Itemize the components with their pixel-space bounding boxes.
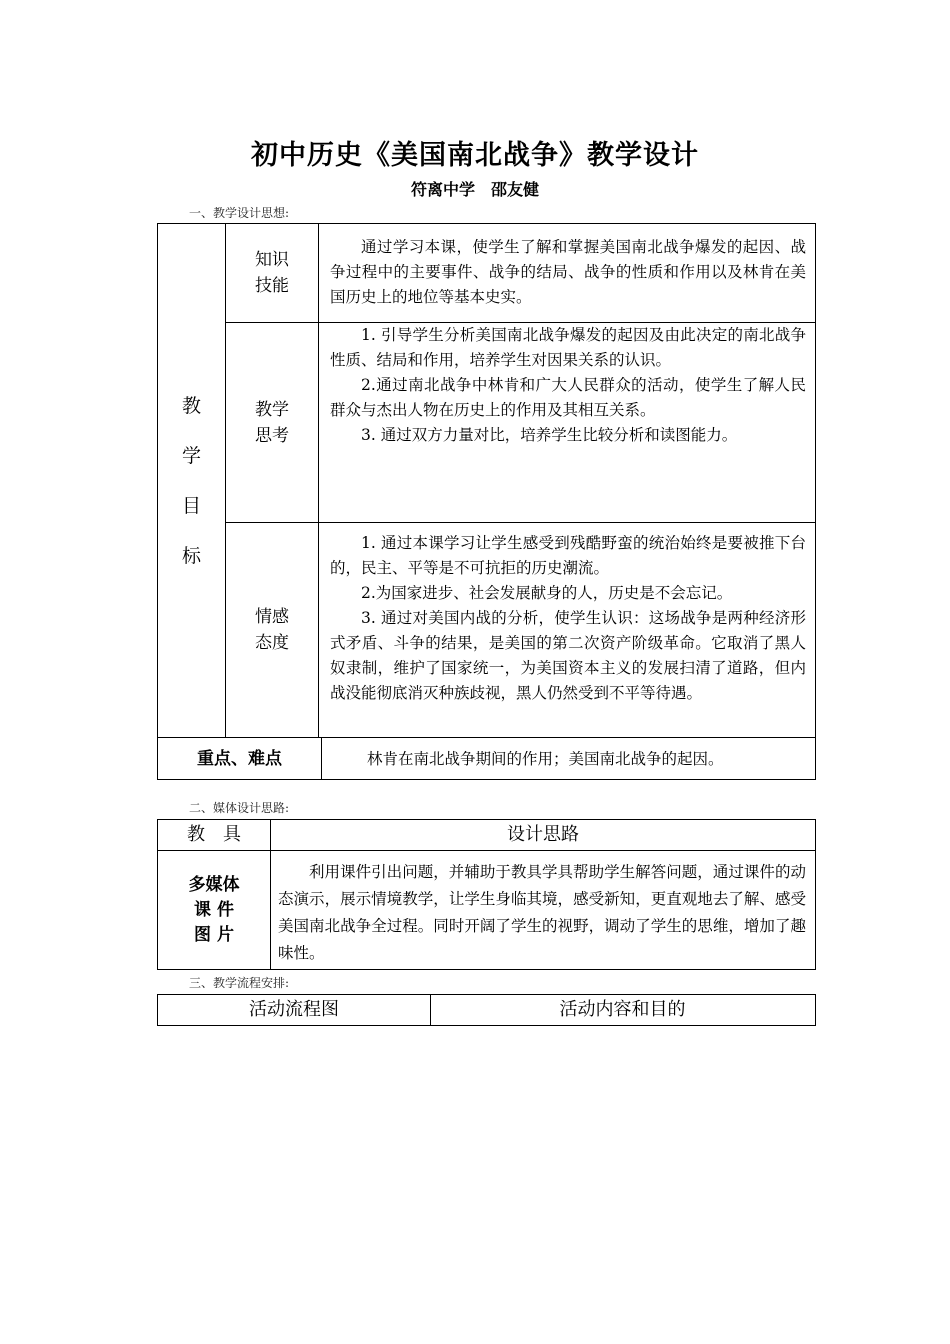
teaching-thinking-text: 1. 引导学生分析美国南北战争爆发的起因及由此决定的南北战争性质、结局和作用，培养学生对因果关系的认识。 2.通过南北战争中林肯和广大人民群众的活动，使学生了解人民群众与杰出人物在历史上的作用及其相互关系。 3. 通过双方力量对比，培养学生比较分析和读图能力。: [330, 326, 806, 444]
knowledge-skills-label: 知识 技能: [255, 250, 289, 296]
knowledge-skills-text: 通过学习本课，使学生了解和掌握美国南北战争爆发的起因、战争过程中的主要事件、战争的结局、战争的性质和作用以及林肯在美国历史上的地位等基本史实。: [330, 238, 806, 306]
key-points-label: 重点、难点: [197, 749, 282, 769]
key-points-text: 林肯在南北战争期间的作用；美国南北战争的起因。: [367, 750, 724, 768]
flow-table: [157, 994, 816, 1026]
author-line: 符离中学 邵友健: [410, 180, 539, 199]
goals-table: [157, 223, 816, 780]
activity-content-header: 活动内容和目的: [559, 998, 686, 1020]
teaching-thinking-label: 教学 思考: [255, 399, 289, 446]
flow-chart-header: 活动流程图: [249, 998, 339, 1020]
section2-heading: 二、媒体设计思路:: [189, 801, 290, 815]
emotion-attitude-label: 情感 态度: [255, 607, 289, 653]
tool-cell: 多媒体 课 件 图 片: [188, 874, 240, 945]
design-idea-header: 设计思路: [507, 824, 579, 845]
section3-heading: 三、教学流程安排:: [189, 976, 290, 990]
teaching-goals-label: 教 学 目 标: [181, 394, 201, 567]
emotion-attitude-text: 1. 通过本课学习让学生感受到残酷野蛮的统治始终是要被推下台的，民主、平等是不可抗拒的历史潮流。 2.为国家进步、社会发展献身的人，历史是不会忘记。 3. 通过对美国内战的分析，使学生认识：这场战争是两种经济形式矛盾、斗争的结果，是美国的第二次资产阶级革命。它取消了黑人奴隶制，维护了国家统一，为美国资本主义的发展扫清了道路，但内战没能彻底消灭种族歧视，黑人仍然受到不平等待遇。: [330, 534, 806, 702]
tool-header: 教 具: [187, 824, 241, 845]
section1-heading: 一、教学设计思想:: [189, 206, 290, 220]
page-title: 初中历史《美国南北战争》教学设计: [251, 140, 699, 171]
media-table: [157, 819, 816, 970]
design-idea-text: 利用课件引出问题，并辅助于教具学具帮助学生解答问题，通过课件的动态演示，展示情境教学，让学生身临其境，感受新知，更直观地去了解、感受美国南北战争全过程。同时开阔了学生的视野，调动了学生的思维，增加了趣味性。: [278, 863, 806, 962]
